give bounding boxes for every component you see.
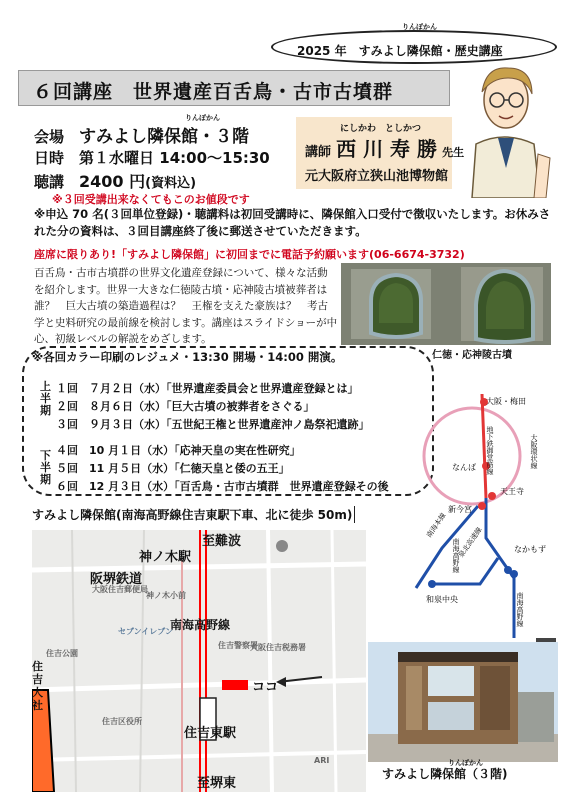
street-map <box>32 530 366 792</box>
route-line: 南海本線 <box>425 511 448 540</box>
datetime-label: 日時 <box>34 149 65 167</box>
schedule-header: ※各回カラー印刷のレジュメ・13:30 開場・14:00 開演。 <box>32 350 343 364</box>
lecturer-role: 講師 <box>305 145 332 160</box>
session-row: ３回 ９月３日（水）「五世紀王権と世界遺産沖ノ島祭祀遺跡」 <box>56 418 370 431</box>
venue-value: すみよし隣保館・３階 <box>79 127 250 147</box>
route-station: 和泉中央 <box>426 595 458 604</box>
schedule-list <box>56 380 436 496</box>
session-row: ２回 ８月６日（水）「巨大古墳の被葬者をさぐる」 <box>56 400 315 413</box>
route-station: なんば <box>452 463 476 472</box>
map-label-shrine: 住吉大社 <box>32 660 43 712</box>
map-label-station: 神ノ木駅 <box>139 550 192 565</box>
lecturer-line <box>305 133 464 162</box>
page-title: ６回講座 世界遺産百舌鳥・古市古墳群 <box>33 81 394 103</box>
route-map <box>402 388 560 646</box>
session-row: ６回 12 月３日（水）「百舌鳥・古市古墳群 世界遺産登録その後 <box>56 480 389 493</box>
fee-note: (資料込) <box>145 176 197 191</box>
route-line: 南海高野線 <box>516 592 524 627</box>
building-caption: すみよし隣保館（３階) <box>382 767 508 781</box>
lecturer-affiliation: 元大阪府立狭山池博物館 <box>305 169 449 184</box>
application-note: ※申込 70 名(３回単位登録)・聴講料は初回受講時に、隣保館入口受付で徴収いたします。お休みされた分の資料は、３回目講座終了後に郵送させていただきます。 <box>34 207 551 238</box>
photo-caption: 仁徳・応神陵古墳 <box>432 350 512 361</box>
map-label-line: 南海高野線 <box>170 618 231 632</box>
map-poi: セブンイレブン <box>118 627 173 636</box>
building-ruby: りんぽかん <box>448 759 483 767</box>
map-poi: 神ノ木小前 <box>146 591 186 600</box>
banner-ruby: りんぽかん <box>402 23 437 31</box>
map-label-railway: 阪堺鉄道 <box>90 572 143 587</box>
fee-line <box>34 169 196 192</box>
venue-ruby: りんぽかん <box>185 114 220 122</box>
lecturer-ruby: にしかわ としかつ <box>340 124 422 134</box>
map-label-here: ココ <box>252 680 279 695</box>
map-poi: 大阪住吉郵便局 <box>92 585 148 594</box>
venue-label: 会場 <box>34 128 65 146</box>
map-poi: 大阪住吉税務署 <box>250 643 306 652</box>
map-poi: 住吉区役所 <box>102 717 142 726</box>
map-label-north: 至難波 <box>202 534 242 549</box>
reservation-note: 座席に限りあり!「すみよし隣保館」に初回までに電話予約願います(06-6674-3732) <box>34 248 465 261</box>
fee-label: 聴講 <box>34 173 65 191</box>
route-line: 南海高野線 <box>452 538 460 573</box>
fee-value: 2400 円 <box>79 172 146 191</box>
route-station: なかもず <box>514 545 546 554</box>
route-station: 新今宮 <box>448 505 472 514</box>
route-line: 泉北高速線 <box>457 525 484 560</box>
description: 百舌鳥・古市古墳群の世界文化遺産登録について、様々な活動を紹介します。世界一大きな仁徳陵古墳・応神陵古墳被葬者は誰？ 巨大古墳の築造過程は？ 王権を支えた豪族は？ 考古学と史料研究の最前線を検討します。講座はスライドショーが中心、初級レベルの解説をめざします。 <box>34 267 338 345</box>
building-photo <box>368 642 558 762</box>
session-row: ４回 10 月１日（水）「応神天皇の実在性研究」 <box>56 444 301 457</box>
lecturer-illustration <box>452 48 556 198</box>
route-station: 大阪・梅田 <box>486 397 526 406</box>
map-label-station: 住吉東駅 <box>184 726 237 741</box>
kofun-aerial-photo <box>341 263 551 345</box>
title-bar <box>18 70 450 106</box>
map-label-south: 至堺東 <box>197 776 237 791</box>
map-poi: ARI <box>314 756 330 765</box>
lecturer-honorific: 先生 <box>442 146 465 159</box>
map-poi: 住吉警察署 <box>218 641 258 650</box>
session-row: １回 ７月２日（水）「世界遺産委員会と世界遺産登録とは」 <box>56 382 359 395</box>
venue-line <box>34 122 249 147</box>
route-line: 大阪環状線 <box>530 434 538 469</box>
first-half-label: 上半期 <box>40 380 51 417</box>
banner-text: 2025 年 すみよし隣保館・歴史講座 <box>297 44 503 58</box>
map-poi: 住吉公園 <box>46 649 78 658</box>
datetime-line <box>34 147 270 168</box>
datetime-value: 第１水曜日 14:00～15:30 <box>79 149 270 167</box>
access-info: すみよし隣保館(南海高野線住吉東駅下車、北に徒歩 50m) <box>32 506 355 523</box>
session-row: ５回 11 月５日（水）「仁徳天皇と倭の五王」 <box>56 462 290 475</box>
second-half-label: 下半期 <box>40 449 51 486</box>
route-station: 天王寺 <box>500 487 524 496</box>
street-map-graphic <box>32 530 366 792</box>
fee-warning: ※３回受講出来なくてもこのお値段です <box>52 193 250 206</box>
route-line: 地下鉄御堂筋線 <box>486 426 494 475</box>
lecturer-name: 西 川 寿 勝 <box>336 137 437 161</box>
